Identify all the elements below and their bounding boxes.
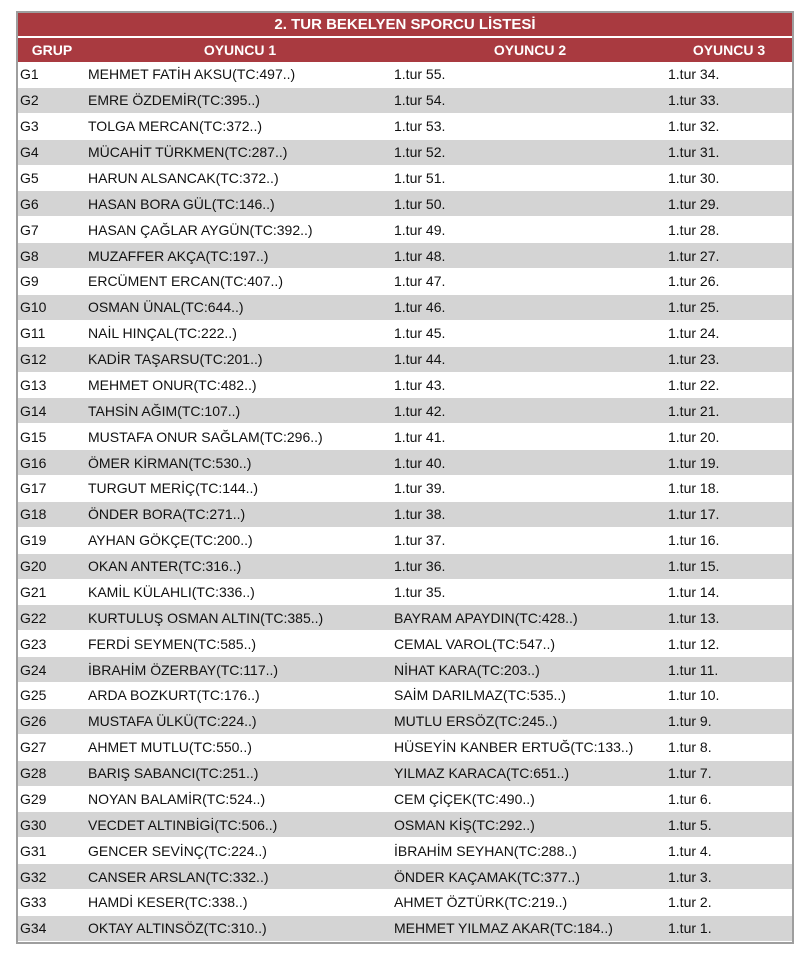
table-row (18, 450, 792, 476)
cell-oyuncu-1: MÜCAHİT TÜRKMEN(TC:287..) (88, 144, 288, 161)
cell-grup: G6 (20, 195, 39, 212)
cell-grup: G1 (20, 66, 39, 83)
cell-oyuncu-1: BARIŞ SABANCI(TC:251..) (88, 765, 259, 782)
cell-oyuncu-2: CEMAL VAROL(TC:547..) (394, 635, 556, 652)
cell-oyuncu-1: OKTAY ALTINSÖZ(TC:310..) (88, 920, 267, 937)
cell-grup: G17 (20, 480, 47, 497)
cell-oyuncu-2: 1.tur 50. (394, 195, 446, 212)
table-row (18, 916, 792, 942)
cell-grup: G31 (20, 842, 47, 859)
cell-grup: G12 (20, 351, 47, 368)
cell-grup: G13 (20, 376, 47, 393)
cell-oyuncu-2: BAYRAM APAYDIN(TC:428..) (394, 609, 578, 626)
table-row (18, 140, 792, 166)
cell-grup: G27 (20, 739, 47, 756)
cell-grup: G16 (20, 454, 47, 471)
cell-oyuncu-3: 1.tur 10. (668, 687, 720, 704)
cell-oyuncu-3: 1.tur 32. (668, 118, 720, 135)
cell-oyuncu-3: 1.tur 31. (668, 144, 720, 161)
cell-oyuncu-2: 1.tur 38. (394, 506, 446, 523)
cell-oyuncu-1: ÖMER KİRMAN(TC:530..) (88, 454, 252, 471)
table-row (18, 114, 792, 140)
cell-oyuncu-2: MEHMET YILMAZ AKAR(TC:184..) (394, 920, 613, 937)
table-row (18, 502, 792, 528)
cell-oyuncu-2: 1.tur 42. (394, 402, 446, 419)
cell-oyuncu-3: 1.tur 20. (668, 428, 720, 445)
cell-grup: G23 (20, 635, 47, 652)
header-grup: GRUP (31, 42, 73, 58)
cell-oyuncu-2: CEM ÇİÇEK(TC:490..) (394, 790, 535, 807)
cell-grup: G14 (20, 402, 47, 419)
cell-oyuncu-3: 1.tur 34. (668, 66, 720, 83)
cell-oyuncu-2: 1.tur 41. (394, 428, 446, 445)
cell-oyuncu-1: FERDİ SEYMEN(TC:585..) (88, 635, 257, 652)
table-row (18, 191, 792, 217)
cell-grup: G11 (20, 325, 46, 342)
cell-grup: G19 (20, 532, 47, 549)
cell-oyuncu-1: AYHAN GÖKÇE(TC:200..) (88, 532, 253, 549)
cell-oyuncu-1: MUSTAFA ÜLKÜ(TC:224..) (88, 713, 257, 730)
cell-oyuncu-3: 1.tur 30. (668, 169, 720, 186)
table-row (18, 554, 792, 580)
cell-oyuncu-1: TAHSİN AĞIM(TC:107..) (88, 402, 241, 419)
cell-oyuncu-1: NAİL HINÇAL(TC:222..) (88, 325, 237, 342)
sheet-title: 2. TUR BEKELYEN SPORCU LİSTESİ (18, 13, 792, 38)
cell-grup: G33 (20, 894, 47, 911)
cell-oyuncu-3: 1.tur 28. (668, 221, 720, 238)
cell-oyuncu-2: 1.tur 52. (394, 144, 446, 161)
cell-grup: G25 (20, 687, 47, 704)
cell-grup: G26 (20, 713, 47, 730)
cell-grup: G24 (20, 661, 47, 678)
cell-oyuncu-1: HASAN BORA GÜL(TC:146..) (88, 195, 275, 212)
cell-oyuncu-1: KADİR TAŞARSU(TC:201..) (88, 351, 263, 368)
table-header (18, 38, 792, 62)
table-row (18, 476, 792, 502)
cell-grup: G7 (20, 221, 39, 238)
table-row (18, 373, 792, 399)
cell-oyuncu-1: OKAN ANTER(TC:316..) (88, 558, 242, 575)
cell-oyuncu-1: ARDA BOZKURT(TC:176..) (88, 687, 260, 704)
cell-oyuncu-1: MUSTAFA ONUR SAĞLAM(TC:296..) (88, 428, 323, 445)
cell-oyuncu-3: 1.tur 17. (668, 506, 720, 523)
cell-oyuncu-1: VECDET ALTINBİGİ(TC:506..) (88, 816, 278, 833)
cell-grup: G5 (20, 169, 39, 186)
cell-oyuncu-2: 1.tur 46. (394, 299, 446, 316)
cell-oyuncu-3: 1.tur 26. (668, 273, 720, 290)
cell-oyuncu-3: 1.tur 16. (668, 532, 720, 549)
cell-oyuncu-3: 1.tur 13. (668, 609, 720, 626)
cell-oyuncu-2: 1.tur 45. (394, 325, 446, 342)
cell-oyuncu-3: 1.tur 1. (668, 920, 712, 937)
cell-oyuncu-3: 1.tur 21. (668, 402, 720, 419)
cell-grup: G28 (20, 765, 47, 782)
cell-oyuncu-2: 1.tur 35. (394, 583, 446, 600)
table-row (18, 62, 792, 88)
table-row (18, 787, 792, 813)
cell-oyuncu-2: 1.tur 49. (394, 221, 446, 238)
cell-oyuncu-1: MUZAFFER AKÇA(TC:197..) (88, 247, 269, 264)
cell-oyuncu-2: SAİM DARILMAZ(TC:535..) (394, 687, 566, 704)
cell-oyuncu-3: 1.tur 23. (668, 351, 720, 368)
table-row (18, 269, 792, 295)
cell-oyuncu-1: MEHMET FATİH AKSU(TC:497..) (88, 66, 296, 83)
cell-oyuncu-2: 1.tur 55. (394, 66, 446, 83)
table-row (18, 735, 792, 761)
table-row (18, 605, 792, 631)
cell-oyuncu-2: HÜSEYİN KANBER ERTUĞ(TC:133..) (394, 739, 634, 756)
table-row (18, 88, 792, 114)
cell-oyuncu-3: 1.tur 11. (668, 661, 719, 678)
table-row (18, 295, 792, 321)
cell-grup: G4 (20, 144, 39, 161)
cell-grup: G8 (20, 247, 39, 264)
cell-oyuncu-2: 1.tur 40. (394, 454, 446, 471)
cell-oyuncu-3: 1.tur 12. (668, 635, 720, 652)
cell-oyuncu-2: 1.tur 53. (394, 118, 446, 135)
table-row (18, 217, 792, 243)
cell-oyuncu-2: NİHAT KARA(TC:203..) (394, 661, 540, 678)
cell-oyuncu-3: 1.tur 18. (668, 480, 720, 497)
cell-grup: G34 (20, 920, 47, 937)
cell-oyuncu-3: 1.tur 25. (668, 299, 720, 316)
table-body (18, 62, 792, 942)
cell-oyuncu-3: 1.tur 15. (668, 558, 720, 575)
cell-oyuncu-1: ERCÜMENT ERCAN(TC:407..) (88, 273, 283, 290)
cell-grup: G30 (20, 816, 47, 833)
cell-oyuncu-3: 1.tur 2. (668, 894, 712, 911)
cell-oyuncu-3: 1.tur 14. (668, 583, 720, 600)
cell-grup: G15 (20, 428, 47, 445)
cell-oyuncu-1: TOLGA MERCAN(TC:372..) (88, 118, 263, 135)
table-row (18, 864, 792, 890)
cell-oyuncu-1: KURTULUŞ OSMAN ALTIN(TC:385..) (88, 609, 324, 626)
table-row (18, 890, 792, 916)
cell-grup: G10 (20, 299, 47, 316)
cell-oyuncu-1: ÖNDER BORA(TC:271..) (88, 506, 246, 523)
cell-oyuncu-3: 1.tur 33. (668, 92, 720, 109)
cell-oyuncu-3: 1.tur 3. (668, 868, 712, 885)
cell-oyuncu-3: 1.tur 7. (668, 765, 712, 782)
table-row (18, 580, 792, 606)
table-row (18, 424, 792, 450)
cell-oyuncu-3: 1.tur 5. (668, 816, 712, 833)
cell-oyuncu-2: 1.tur 47. (394, 273, 446, 290)
cell-grup: G18 (20, 506, 47, 523)
cell-oyuncu-1: HARUN ALSANCAK(TC:372..) (88, 169, 279, 186)
cell-oyuncu-3: 1.tur 27. (668, 247, 720, 264)
cell-oyuncu-1: HASAN ÇAĞLAR AYGÜN(TC:392..) (88, 221, 313, 238)
cell-oyuncu-1: GENCER SEVİNÇ(TC:224..) (88, 842, 267, 859)
cell-oyuncu-2: YILMAZ KARACA(TC:651..) (394, 765, 570, 782)
cell-grup: G3 (20, 118, 39, 135)
header-oyuncu-2: OYUNCU 2 (493, 42, 567, 58)
cell-grup: G32 (20, 868, 47, 885)
cell-grup: G2 (20, 92, 39, 109)
cell-oyuncu-3: 1.tur 29. (668, 195, 720, 212)
cell-oyuncu-3: 1.tur 19. (668, 454, 720, 471)
player-list-sheet (16, 11, 794, 944)
cell-oyuncu-1: AHMET MUTLU(TC:550..) (88, 739, 252, 756)
cell-grup: G29 (20, 790, 47, 807)
cell-oyuncu-2: 1.tur 44. (394, 351, 446, 368)
cell-grup: G22 (20, 609, 47, 626)
table-row (18, 683, 792, 709)
table-row (18, 709, 792, 735)
cell-oyuncu-1: OSMAN ÜNAL(TC:644..) (88, 299, 244, 316)
table-row (18, 812, 792, 838)
cell-grup: G9 (20, 273, 39, 290)
cell-oyuncu-1: CANSER ARSLAN(TC:332..) (88, 868, 269, 885)
cell-oyuncu-2: MUTLU ERSÖZ(TC:245..) (394, 713, 558, 730)
cell-oyuncu-3: 1.tur 24. (668, 325, 720, 342)
cell-oyuncu-2: ÖNDER KAÇAMAK(TC:377..) (394, 868, 580, 885)
table-row (18, 657, 792, 683)
table-row (18, 838, 792, 864)
cell-oyuncu-1: MEHMET ONUR(TC:482..) (88, 376, 257, 393)
cell-oyuncu-1: KAMİL KÜLAHLI(TC:336..) (88, 583, 255, 600)
cell-oyuncu-2: AHMET ÖZTÜRK(TC:219..) (394, 894, 568, 911)
cell-oyuncu-2: 1.tur 36. (394, 558, 446, 575)
cell-oyuncu-2: 1.tur 48. (394, 247, 446, 264)
table-row (18, 347, 792, 373)
cell-oyuncu-1: NOYAN BALAMİR(TC:524..) (88, 790, 266, 807)
cell-oyuncu-2: 1.tur 51. (394, 169, 446, 186)
table-row (18, 321, 792, 347)
cell-oyuncu-2: 1.tur 43. (394, 376, 446, 393)
cell-grup: G20 (20, 558, 47, 575)
cell-oyuncu-2: 1.tur 39. (394, 480, 446, 497)
cell-oyuncu-3: 1.tur 22. (668, 376, 720, 393)
table-row (18, 631, 792, 657)
table-row (18, 528, 792, 554)
cell-grup: G21 (20, 583, 47, 600)
cell-oyuncu-3: 1.tur 4. (668, 842, 712, 859)
cell-oyuncu-1: EMRE ÖZDEMİR(TC:395..) (88, 92, 260, 109)
table-row (18, 243, 792, 269)
header-oyuncu-1: OYUNCU 1 (203, 42, 277, 58)
header-oyuncu-3: OYUNCU 3 (692, 42, 766, 58)
cell-oyuncu-2: 1.tur 54. (394, 92, 446, 109)
cell-oyuncu-2: 1.tur 37. (394, 532, 446, 549)
cell-oyuncu-1: HAMDİ KESER(TC:338..) (88, 894, 248, 911)
cell-oyuncu-2: İBRAHİM SEYHAN(TC:288..) (394, 842, 577, 859)
cell-oyuncu-3: 1.tur 9. (668, 713, 712, 730)
cell-oyuncu-1: İBRAHİM ÖZERBAY(TC:117..) (88, 661, 279, 678)
cell-oyuncu-3: 1.tur 8. (668, 739, 712, 756)
cell-oyuncu-1: TURGUT MERİÇ(TC:144..) (88, 480, 259, 497)
table-row (18, 166, 792, 192)
cell-oyuncu-2: OSMAN KİŞ(TC:292..) (394, 816, 535, 833)
table-row (18, 398, 792, 424)
cell-oyuncu-3: 1.tur 6. (668, 790, 712, 807)
table-row (18, 761, 792, 787)
